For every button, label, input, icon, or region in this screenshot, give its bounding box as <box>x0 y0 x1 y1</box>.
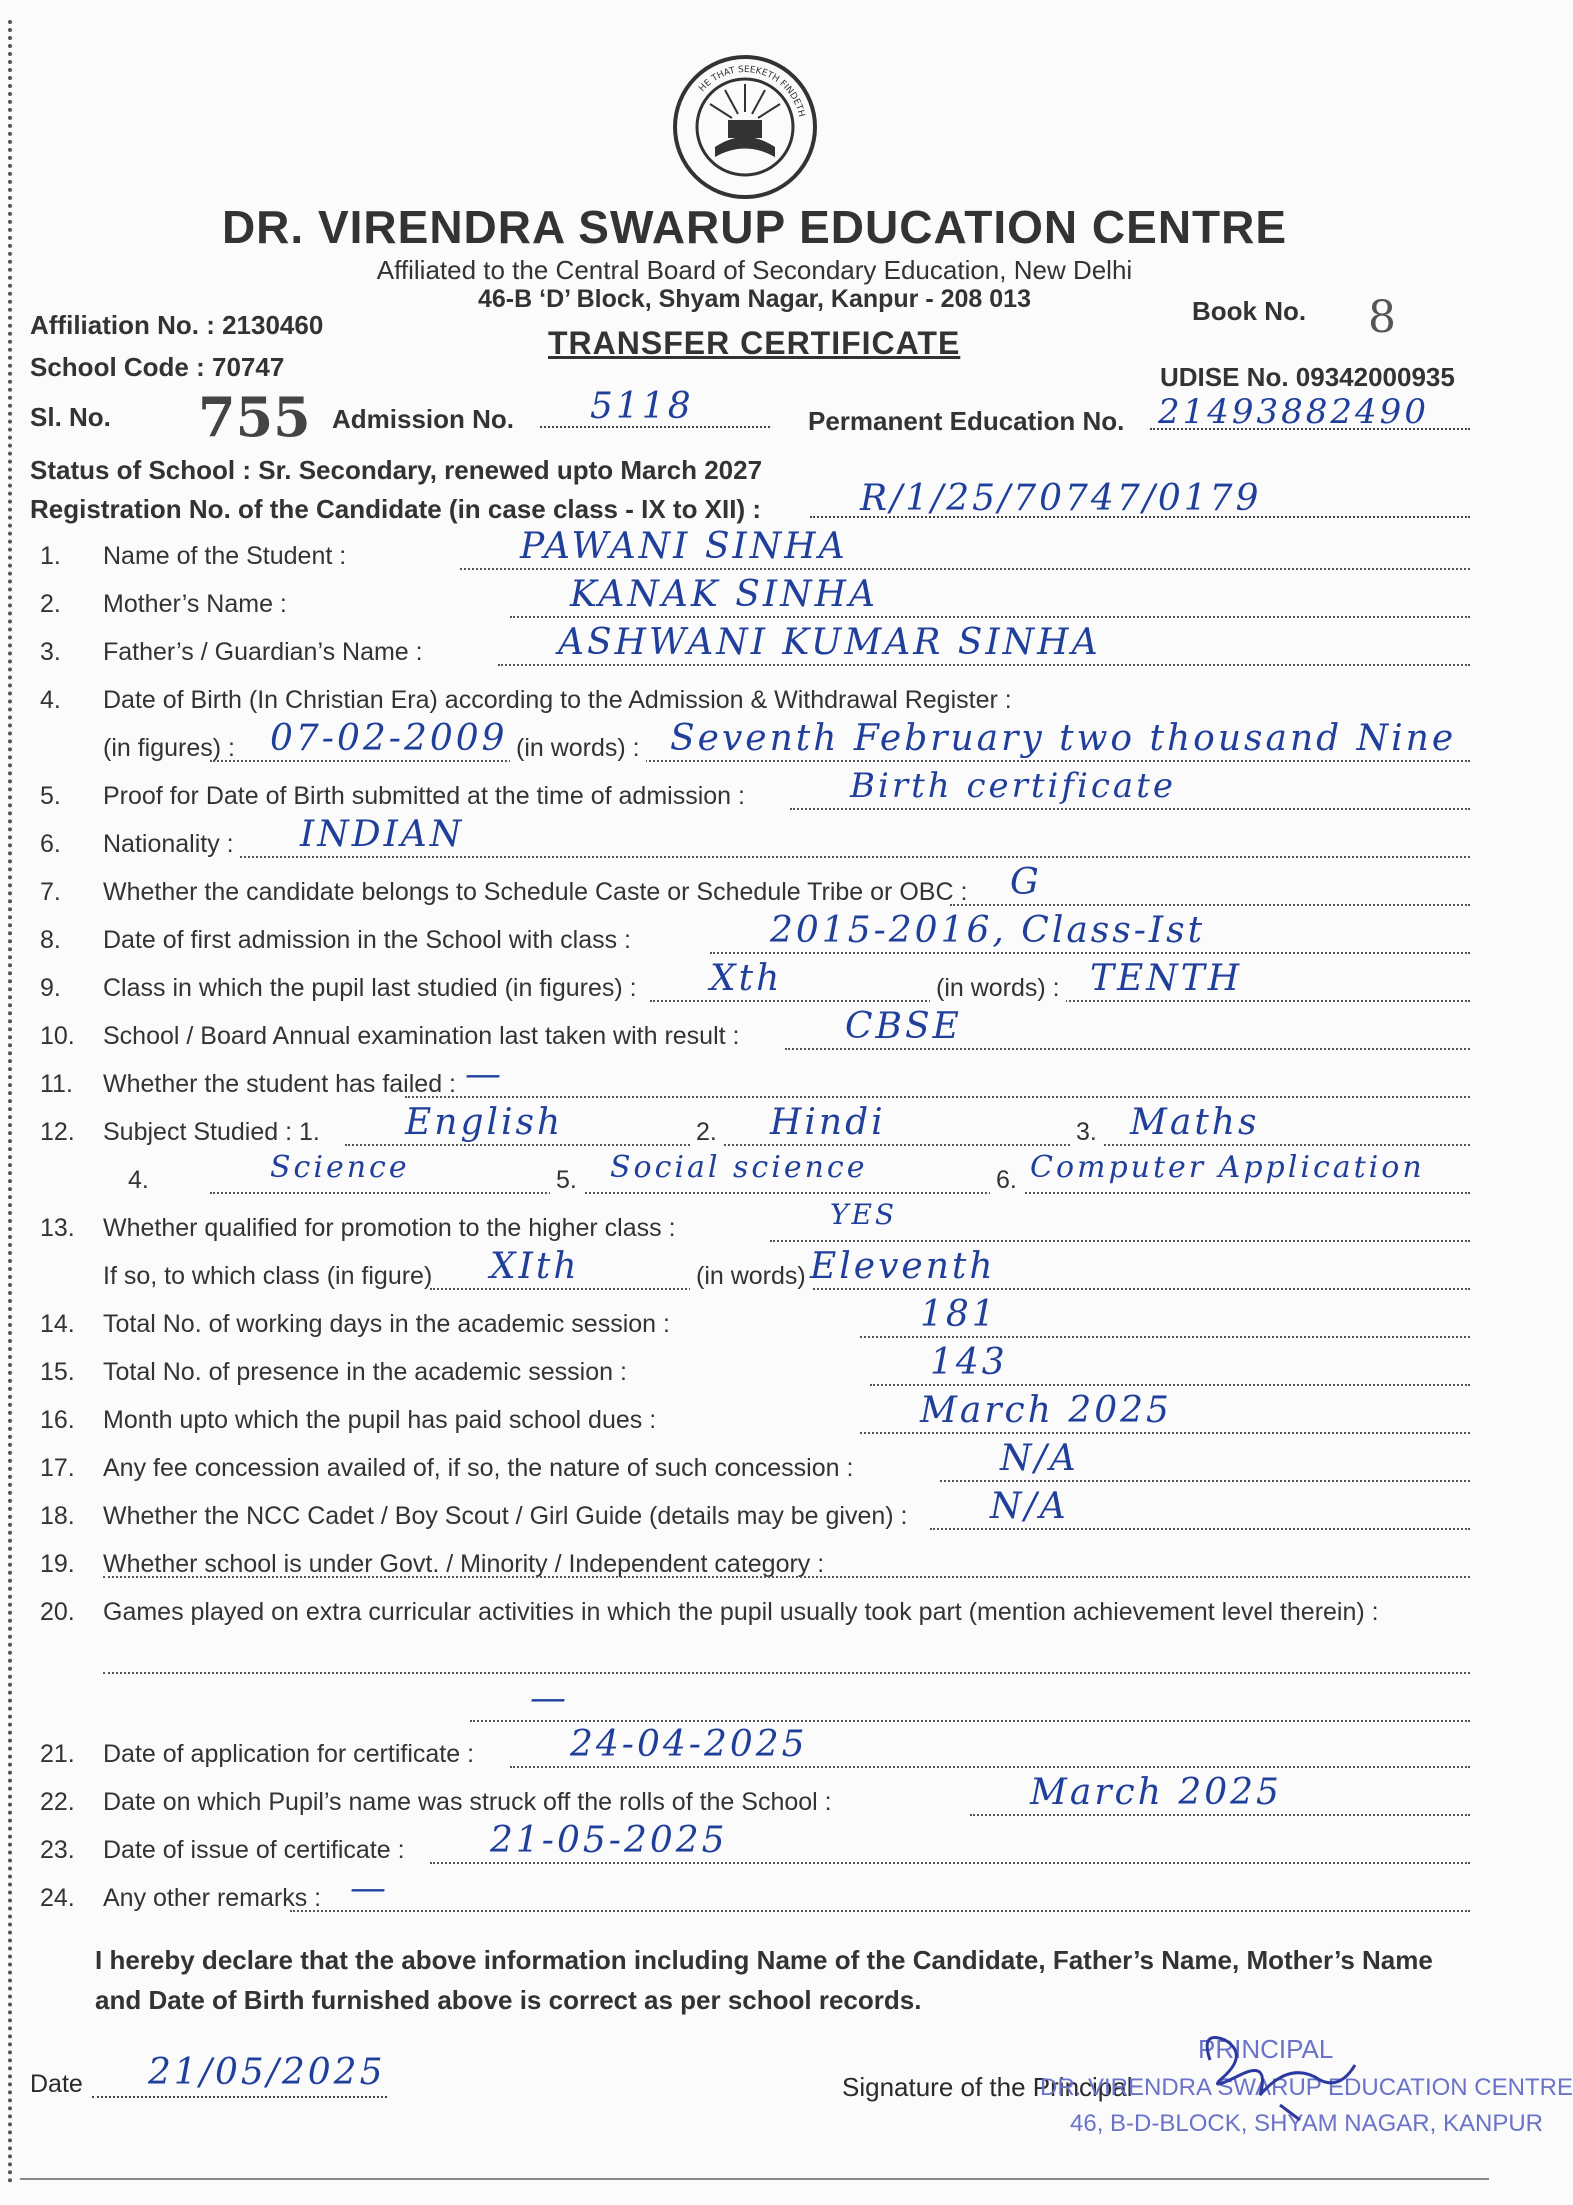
certificate-item-row <box>30 1486 1470 1538</box>
item-number: 19. <box>40 1550 75 1578</box>
certificate-item-row <box>30 766 1470 818</box>
item-fill-line <box>210 1192 1470 1194</box>
item-number: 5. <box>40 782 61 810</box>
item-label: Total No. of presence in the academic session : <box>103 1358 627 1386</box>
item-label: Date of application for certificate : <box>103 1740 475 1768</box>
item-fill-line <box>430 1288 1470 1290</box>
item-value: ASHWANI KUMAR SINHA <box>558 622 1101 663</box>
principal-signature <box>1180 2020 1380 2130</box>
item-fill-line <box>770 1240 1470 1242</box>
item-value: Science <box>270 1150 410 1185</box>
item-label: Class in which the pupil last studied (in figures) : <box>103 974 637 1002</box>
item-label: Whether qualified for promotion to the higher class : <box>103 1214 676 1242</box>
item-label: (in figures) : <box>103 734 235 762</box>
item-value-secondary: Eleventh <box>810 1246 996 1287</box>
certificate-item-row <box>30 676 1470 722</box>
item-fill-line <box>498 664 1470 666</box>
item-fill-line <box>510 616 1470 618</box>
item-fill-line <box>940 1480 1470 1482</box>
item-label: Date of issue of certificate : <box>103 1836 405 1864</box>
item-value: English <box>405 1102 564 1143</box>
item-label: Mother’s Name : <box>103 590 287 618</box>
item-value-secondary: TENTH <box>1090 958 1243 999</box>
item-label: Father’s / Guardian’s Name : <box>103 638 423 666</box>
sl-no-label: Sl. No. <box>30 402 111 432</box>
item-value-tertiary: Maths <box>1130 1102 1260 1143</box>
item-label: If so, to which class (in figure) <box>103 1262 433 1290</box>
item-fill-line <box>460 568 1470 570</box>
item-number: 18. <box>40 1502 75 1530</box>
admission-no-label: Admission No. <box>332 404 515 434</box>
item-number: 17. <box>40 1454 75 1482</box>
school-address: 46-B ‘D’ Block, Shyam Nagar, Kanpur - 208 013 <box>477 285 1031 313</box>
certificate-item-row <box>30 1438 1470 1490</box>
item-label: 4. <box>128 1166 149 1194</box>
item-fill-line <box>290 1910 1470 1912</box>
item-number: 1. <box>40 542 61 570</box>
item-value: 24-04-2025 <box>570 1724 808 1765</box>
stamp-address: 46, B-D-BLOCK, SHYAM NAGAR, KANPUR <box>1070 2110 1543 2137</box>
item-value: Birth certificate <box>850 766 1176 806</box>
item-value: 181 <box>920 1294 998 1335</box>
bottom-rule <box>20 2178 1489 2180</box>
item-fill-line <box>510 1766 1470 1768</box>
item-value: 07-02-2009 <box>270 718 508 759</box>
item-number: 7. <box>40 878 61 906</box>
item-label: Nationality : <box>103 830 234 858</box>
registration-label: Registration No. of the Candidate (in case class - IX to XII) : <box>30 494 762 524</box>
certificate-item-row <box>30 622 1470 674</box>
item-label: Proof for Date of Birth submitted at the time of admission : <box>103 782 745 810</box>
certificate-item-row <box>30 958 1470 1010</box>
item-value: PAWANI SINHA <box>520 526 848 567</box>
item-label-tertiary: 6. <box>990 1166 1023 1195</box>
item-number: 4. <box>40 686 61 714</box>
item-label: Date of first admission in the School with class : <box>103 926 632 954</box>
school-code: School Code : 70747 <box>30 352 285 382</box>
item-value-secondary: Seventh February two thousand Nine <box>670 718 1457 759</box>
udise-number: UDISE No. 09342000935 <box>1160 362 1455 392</box>
item-label: Name of the Student : <box>103 542 347 570</box>
item-value: March 2025 <box>920 1390 1172 1431</box>
item-number: 21. <box>40 1740 75 1768</box>
item-label: Any fee concession availed of, if so, the nature of such concession : <box>103 1454 854 1482</box>
item-fill-line <box>790 808 1470 810</box>
item-label: Whether the student has failed : <box>103 1070 456 1098</box>
certificate-item-row <box>30 1342 1470 1394</box>
item-number: 3. <box>40 638 61 666</box>
certificate-item-row <box>30 1294 1470 1346</box>
certificate-item-row <box>30 910 1470 962</box>
certificate-item-row <box>30 1006 1470 1058</box>
item-label: Subject Studied : 1. <box>103 1118 320 1146</box>
stamp-principal: PRINCIPAL <box>1198 2034 1334 2064</box>
certificate-item-row <box>30 1150 1470 1202</box>
certificate-item-row <box>30 526 1470 578</box>
item-fill-line <box>470 1720 1470 1722</box>
item-number: 6. <box>40 830 61 858</box>
certificate-item-row <box>30 1102 1470 1154</box>
item-number: 20. <box>40 1598 75 1626</box>
item-value: — <box>465 1054 504 1095</box>
item-value: March 2025 <box>1030 1772 1282 1813</box>
certificate-item-row <box>30 1636 1470 1682</box>
certificate-item-row <box>30 1588 1470 1634</box>
affiliation-number: Affiliation No. : 2130460 <box>30 310 324 340</box>
item-fill-line <box>103 1576 1470 1578</box>
item-number: 22. <box>40 1788 75 1816</box>
item-fill-line <box>950 904 1470 906</box>
certificate-item-row <box>30 1724 1470 1776</box>
certificate-item-row <box>30 862 1470 914</box>
item-number: 24. <box>40 1884 75 1912</box>
certificate-item-row <box>30 1820 1470 1872</box>
item-label-secondary: (in words) : <box>930 974 1066 1003</box>
certificate-item-row <box>30 1198 1470 1250</box>
pen-value: 21493882490 <box>1158 392 1429 432</box>
item-label-secondary: 5. <box>550 1166 583 1195</box>
item-fill-line <box>405 1096 1470 1098</box>
date-label: Date <box>30 2070 83 2098</box>
item-value: 21-05-2025 <box>490 1820 728 1861</box>
item-number: 15. <box>40 1358 75 1386</box>
school-seal-logo <box>670 52 820 202</box>
item-value: KANAK SINHA <box>570 574 879 615</box>
item-value-tertiary: Computer Application <box>1030 1150 1425 1185</box>
item-label: Whether school is under Govt. / Minority / Independent category : <box>103 1550 825 1578</box>
item-fill-line <box>970 1814 1470 1816</box>
item-value: YES <box>830 1198 898 1231</box>
item-number: 11. <box>40 1070 73 1098</box>
item-value-secondary: Social science <box>610 1150 868 1185</box>
pen-label: Permanent Education No. <box>808 406 1125 436</box>
book-no-label: Book No. <box>1192 296 1307 326</box>
item-value: — <box>530 1678 569 1719</box>
item-value: CBSE <box>845 1006 962 1047</box>
school-status: Status of School : Sr. Secondary, renewed upto March 2027 <box>30 455 763 485</box>
item-label: Whether the candidate belongs to Schedule Caste or Schedule Tribe or OBC : <box>103 878 968 906</box>
item-value-secondary: Hindi <box>770 1102 886 1143</box>
stamp-school-name: DR. VIRENDRA SWARUP EDUCATION CENTRE <box>1040 2074 1573 2101</box>
certificate-item-row <box>30 1868 1470 1920</box>
perforation-edge <box>8 20 12 2185</box>
item-fill-line <box>710 952 1470 954</box>
declaration-text: I hereby declare that the above information including Name of the Candidate, Father’s Name, Mother’s Name and Date of Birth furnished above is correct as per school records. <box>95 1945 1433 2015</box>
school-name: DR. VIRENDRA SWARUP EDUCATION CENTRE <box>221 201 1288 253</box>
item-fill-line <box>240 856 1470 858</box>
item-fill-line <box>345 1144 1470 1146</box>
certificate-item-row <box>30 1772 1470 1824</box>
svg-text:HE THAT SEEKETH FINDETH: HE THAT SEEKETH FINDETH <box>697 64 807 119</box>
certificate-item-row <box>30 718 1470 770</box>
affiliation-board: Affiliated to the Central Board of Secondary Education, New Delhi <box>376 255 1133 285</box>
item-number: 10. <box>40 1022 75 1050</box>
item-label: Date of Birth (In Christian Era) according to the Admission & Withdrawal Register : <box>103 686 1012 714</box>
certificate-item-row <box>30 1246 1470 1298</box>
item-label: Games played on extra curricular activities in which the pupil usually took part (mention achievement level therein) : <box>103 1598 1379 1626</box>
item-value: INDIAN <box>300 814 465 855</box>
item-fill-line <box>103 1672 1470 1674</box>
item-number: 13. <box>40 1214 75 1242</box>
item-number: 16. <box>40 1406 75 1434</box>
item-label-secondary: 2. <box>690 1118 723 1147</box>
item-fill-line <box>930 1528 1470 1530</box>
item-label: School / Board Annual examination last taken with result : <box>103 1022 740 1050</box>
item-value: N/A <box>1000 1438 1079 1479</box>
sl-no-value: 755 <box>198 385 311 449</box>
item-number: 9. <box>40 974 61 1002</box>
item-value: 143 <box>930 1342 1008 1383</box>
item-number: 8. <box>40 926 61 954</box>
item-fill-line <box>785 1048 1470 1050</box>
certificate-item-row <box>30 814 1470 866</box>
item-fill-line <box>860 1336 1470 1338</box>
item-fill-line <box>210 760 1470 762</box>
certificate-item-row <box>30 574 1470 626</box>
signature-label: Signature of the Principal <box>842 2072 1133 2102</box>
item-fill-line <box>430 1862 1470 1864</box>
date-value: 21/05/2025 <box>148 2052 386 2093</box>
item-number: 12. <box>40 1118 75 1146</box>
item-fill-line <box>860 1432 1470 1434</box>
admission-no-value: 5118 <box>590 386 694 427</box>
registration-value: R/1/25/70747/0179 <box>860 478 1262 519</box>
certificate-title: TRANSFER CERTIFICATE <box>548 325 961 361</box>
item-label: Whether the NCC Cadet / Boy Scout / Girl Guide (details may be given) : <box>103 1502 908 1530</box>
certificate-item-row <box>30 1054 1470 1106</box>
item-number: 14. <box>40 1310 75 1338</box>
item-value: Xth <box>710 958 783 999</box>
item-label: Month upto which the pupil has paid school dues : <box>103 1406 657 1434</box>
certificate-item-row <box>30 1390 1470 1442</box>
item-label-secondary: (in words) : <box>510 734 646 763</box>
item-number: 2. <box>40 590 61 618</box>
item-label-secondary: (in words) <box>690 1262 812 1291</box>
item-label: Date on which Pupil’s name was struck off the rolls of the School : <box>103 1788 832 1816</box>
item-number: 23. <box>40 1836 75 1864</box>
item-label: Total No. of working days in the academic session : <box>103 1310 670 1338</box>
certificate-item-row <box>30 1540 1470 1586</box>
item-value: N/A <box>990 1486 1069 1527</box>
item-value: G <box>1010 862 1042 903</box>
item-label-tertiary: 3. <box>1070 1118 1103 1147</box>
item-value: 2015-2016, Class-Ist <box>770 910 1206 951</box>
item-value: XIth <box>490 1246 580 1287</box>
item-label: Any other remarks : <box>103 1884 322 1912</box>
book-no-value: 8 <box>1368 292 1399 343</box>
item-fill-line <box>870 1384 1470 1386</box>
item-value: — <box>350 1868 389 1909</box>
